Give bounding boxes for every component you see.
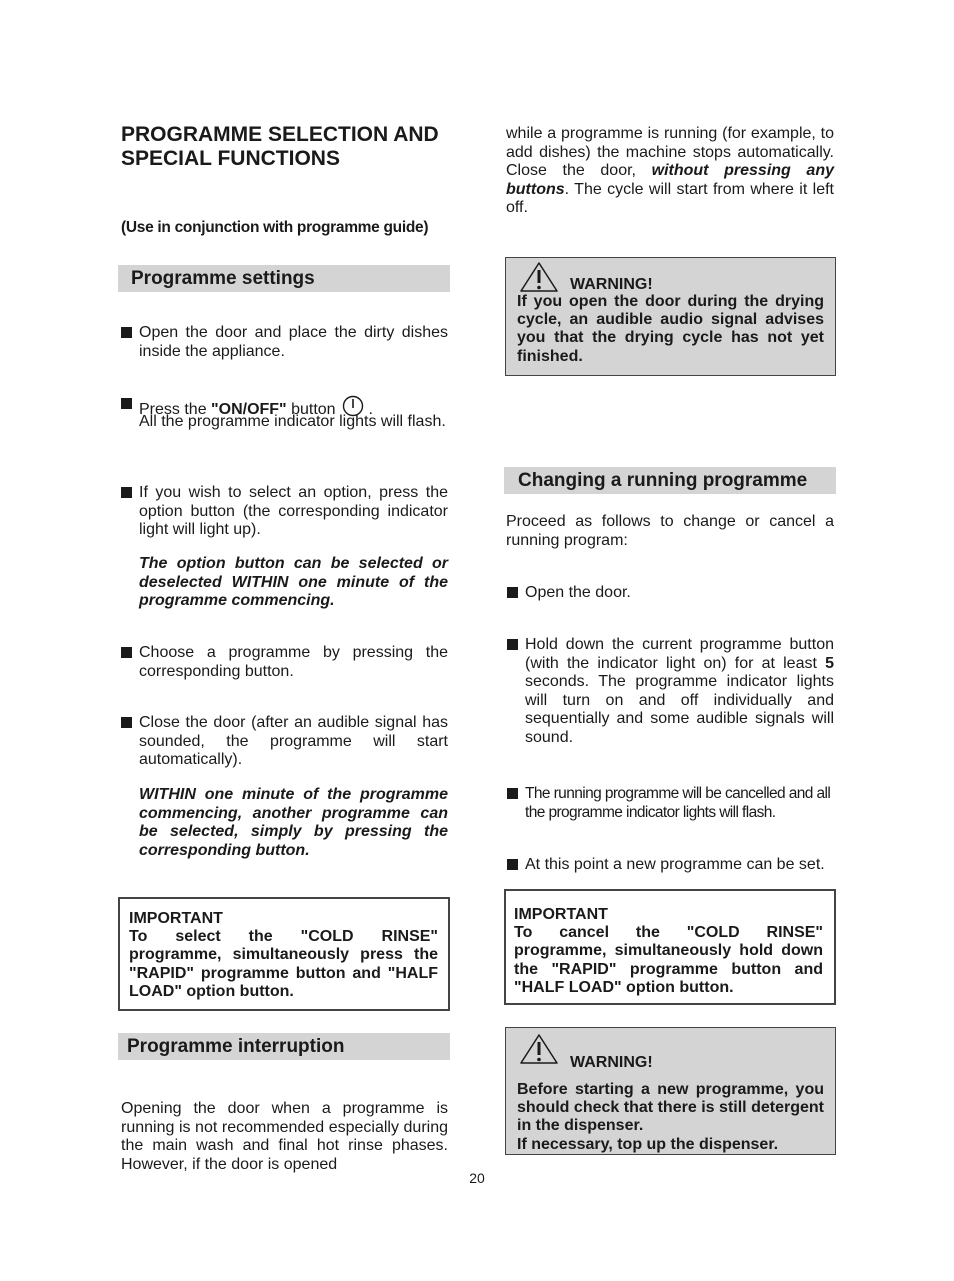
usage-note: (Use in conjunction with programme guide) [121,219,429,236]
page-title: PROGRAMME SELECTION AND SPECIAL FUNCTIONS [121,123,439,170]
bullet-icon [507,639,518,650]
bullet-icon [121,327,132,338]
important-box-cold-rinse-select [118,897,450,1011]
step-press-onoff: Press the "ON/OFF" button . [139,395,448,420]
warning-text: If you open the door during the drying cycle, an audible audio signal advises you that the drying cycle has not yet finished. [517,293,824,365]
important-text: To select the "COLD RINSE" programme, simultaneously press the "RAPID" programme button and "HALF LOAD" option button. [129,928,438,1000]
warning-box-drying [505,257,836,376]
change-step-open-door: Open the door. [525,584,631,601]
interruption-text: Opening the door when a programme is running is not recommended especially during the main wash and final hot rinse phases. However, if the door is opened [121,1100,448,1173]
section-heading-programme-interruption: Programme interruption [118,1033,450,1060]
warning-text-refill: If necessary, top up the dispenser. [517,1135,779,1153]
section-heading-programme-settings: Programme settings [118,265,450,292]
bullet-icon [507,788,518,799]
warning-title: WARNING! [570,1054,653,1071]
warning-title: WARNING! [570,276,653,293]
programme-change-note: WITHIN one minute of the programme commencing, another programme can be selected, simply by pressing the corresponding button. [139,786,448,859]
interruption-text-continued: while a programme is running (for example, to add dishes) the machine stops automatically. Close the door, without pressing any buttons. The cycle will start from where it left off. [506,125,835,216]
step-open-door: Open the door and place the dirty dishes inside the appliance. [139,324,448,360]
warning-triangle-icon [519,261,559,293]
bullet-icon [507,587,518,598]
important-text: To cancel the "COLD RINSE" programme, simultaneously hold down the "RAPID" programme button and "HALF LOAD" option button. [514,924,823,996]
changing-intro: Proceed as follows to change or cancel a running program: [506,513,834,549]
step-choose-programme: Choose a programme by pressing the corresponding button. [139,644,448,680]
page-number: 20 [469,1170,485,1186]
warning-text: Before starting a new programme, you should check that there is still detergent in the dispenser. [517,1081,824,1135]
change-step-new-programme: At this point a new programme can be set. [525,856,825,873]
warning-triangle-icon [519,1033,559,1065]
step-select-option: If you wish to select an option, press the option button (the corresponding indicator light will light up). [139,484,448,538]
bullet-icon [121,398,132,409]
bullet-icon [507,859,518,870]
important-box-cold-rinse-cancel [504,889,836,1005]
important-title: IMPORTANT [129,910,223,927]
bullet-icon [121,647,132,658]
change-step-cancelled: The running programme will be cancelled and all the programme indicator lights will flash. [525,785,831,821]
bullet-icon [121,487,132,498]
warning-box-detergent [505,1027,836,1155]
important-title: IMPORTANT [514,906,608,923]
step-press-onoff-result: All the programme indicator lights will flash. [139,413,446,430]
step-close-door: Close the door (after an audible signal has sounded, the programme will start automatically). [139,714,448,768]
bullet-icon [121,717,132,728]
section-heading-changing-programme: Changing a running programme [504,467,836,494]
change-step-hold-button: Hold down the current programme button (with the indicator light on) for at least 5 seconds. The programme indicator lights will turn on and off individually and sequentially and some audible signals will sound. [525,636,834,746]
option-timing-note: The option button can be selected or deselected WITHIN one minute of the programme commencing. [139,555,448,609]
